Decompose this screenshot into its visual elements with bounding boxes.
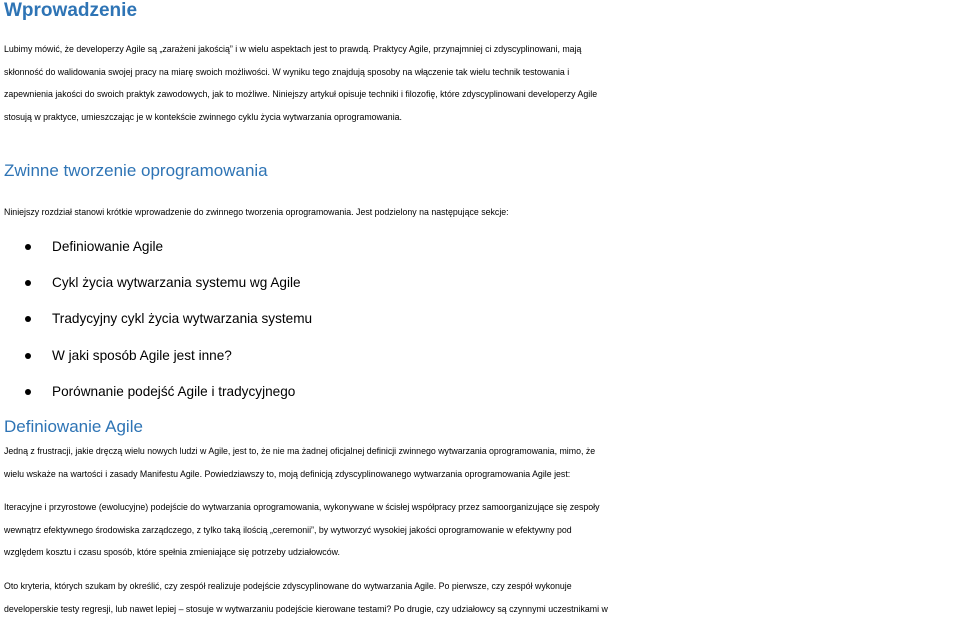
bullet-icon xyxy=(25,389,31,395)
bullet-icon xyxy=(25,244,31,250)
defining-para1-line-2: wielu wskaże na wartości i zasady Manifestu Agile. Powiedziawszy to, moją definicją zdyscyplinowanego wytwarzania oprogramowania Agile jest: xyxy=(4,463,960,486)
intro-line-4: stosują w praktyce, umieszczając je w kontekście zwinnego cyklu życia wytwarzania oprogramowania. xyxy=(4,106,960,129)
defining-para1-line-1: Jedną z frustracji, jakie dręczą wielu nowych ludzi w Agile, jest to, że nie ma żadnej oficjalnej definicji zwinnego wytwarzania oprogramowania, mimo, że xyxy=(4,440,960,463)
bullet-icon xyxy=(25,353,31,359)
defining-para2-line-3: względem kosztu i czasu sposób, które spełnia zmieniające się potrzeby udziałowców. xyxy=(4,541,960,564)
agile-dev-intro-line: Niniejszy rozdział stanowi krótkie wprowadzenie do zwinnego tworzenia oprogramowania. Jest podzielony na następujące sekcje: xyxy=(4,201,960,224)
defining-para2-line-1: Iteracyjne i przyrostowe (ewolucyjne) podejście do wytwarzania oprogramowania, wykonywane w ścisłej współpracy przez samoorganizujące się zespoły xyxy=(4,496,960,519)
defining-para2-line-2: wewnątrz efektywnego środowiska zarządczego, z tylko taką ilością „ceremonii”, by wytworzyć wysokiej jakości oprogramowanie w efektywny pod xyxy=(4,519,960,542)
heading-zwinne-tworzenie: Zwinne tworzenie oprogramowania xyxy=(4,160,268,182)
list-item-label: Definiowanie Agile xyxy=(52,236,163,258)
heading-definiowanie-agile: Definiowanie Agile xyxy=(4,416,143,438)
intro-line-2: skłonność do walidowania swojej pracy na miarę swoich możliwości. W wyniku tego znajdują sposoby na włączenie tak wielu technik testowania i xyxy=(4,61,960,84)
list-item-label: W jaki sposób Agile jest inne? xyxy=(52,345,232,367)
heading-wprowadzenie: Wprowadzenie xyxy=(4,0,137,22)
intro-line-3: zapewnienia jakości do swoich praktyk zawodowych, jak to możliwe. Niniejszy artykuł opisuje techniki i filozofię, które zdyscyplinowani developerzy Agile xyxy=(4,83,960,106)
defining-para3-line-1: Oto kryteria, których szukam by określić, czy zespół realizuje podejście zdyscyplinowane do wytwarzania Agile. Po pierwsze, czy zespół wykonuje xyxy=(4,575,960,598)
bullet-icon xyxy=(25,316,31,322)
defining-para3-line-2: developerskie testy regresji, lub nawet lepiej – stosuje w wytwarzaniu podejście kierowane testami? Po drugie, czy udziałowcy są czynnymi uczestnikami w xyxy=(4,598,960,620)
bullet-icon xyxy=(25,280,31,286)
list-item-label: Cykl życia wytwarzania systemu wg Agile xyxy=(52,272,301,294)
list-item-label: Tradycyjny cykl życia wytwarzania systemu xyxy=(52,308,312,330)
list-item-label: Porównanie podejść Agile i tradycyjnego xyxy=(52,381,295,403)
intro-line-1: Lubimy mówić, że developerzy Agile są „zarażeni jakością” i w wielu aspektach jest to prawdą. Praktycy Agile, przynajmniej ci zdyscyplinowani, mają xyxy=(4,38,960,61)
